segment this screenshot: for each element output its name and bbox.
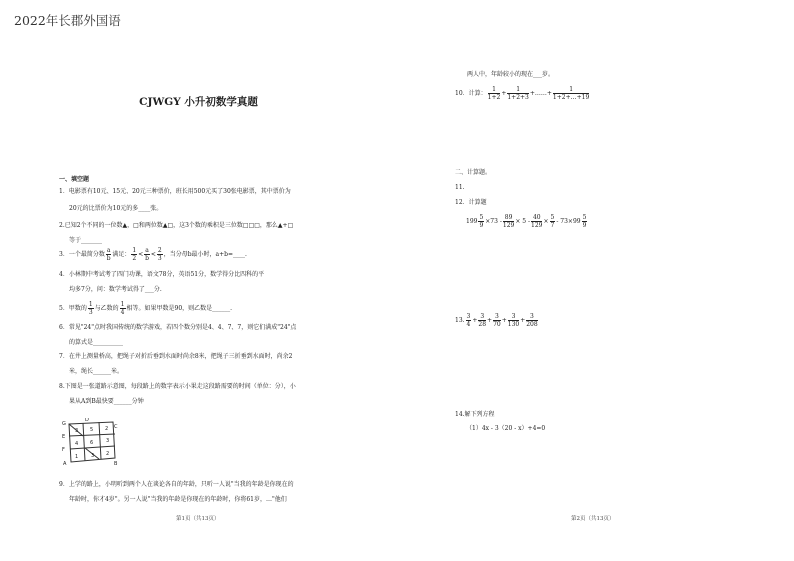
question-12-label: 12．计算题 [455,199,487,206]
page-footer-2: 第2页（共13页） [571,516,615,522]
map-label-b: B [114,461,118,466]
page-header: 2022年长郡外国语 [14,13,121,28]
map-label-e: E [62,434,66,440]
map-label-g: G [62,421,66,427]
map-label-a: A [63,461,67,466]
map-num: 5 [90,427,94,433]
map-label-f: F [62,447,65,453]
question-3: 3．一个最简分数 $\frac{a}{b}$ 满足： $\frac{1}{2}$ < $\frac{a}{b}$ < $\frac{2}{3}$ ，当分母b最小时，a+b=____. [59,247,247,262]
question-7: 7．在井上测量桥高，把绳子对折后垂到水面时尚余8米，把绳子三折垂到水面时，尚余2 米，绳长______米。 [59,353,293,375]
map-num: 3 [75,428,79,434]
road-map-figure [61,418,119,466]
section-fill-blank: 一、填空题 [59,176,90,183]
question-6: 6．常见"24"点时我国传统的数学游戏，若四个数分别是4、4、7、7，则它们满成"24"点 的算式是__________ [59,324,297,346]
page-footer-1: 第1页（共13页） [176,516,220,522]
question-14: 14.解下列方程 （1）4x - 3（20 - x）+4=0 [455,411,546,432]
question-8: 8.下图是一张道路示意图，每段路上的数字表示小果走这段路需要的时间（单位：分），小 果从A到B最快要______分钟 [59,383,296,405]
map-num: 6 [90,440,94,446]
map-num: 2 [105,426,109,432]
question-4: 4．小林期中考试考了四门功课，语文78分，英语51分，数学得分比四科的平 均多7分，问：数学考试得了___分. [59,271,265,293]
map-num: 3 [91,453,95,459]
map-num: 2 [106,451,110,457]
question-9-continued: 两人中，年龄较小的现在___岁。 [467,71,555,78]
map-num: 3 [106,438,110,444]
map-num: 1 [75,454,79,460]
map-label-d: D [85,418,89,423]
page-title: CJWGY 小升初数学真题 [139,96,258,108]
question-9: 9．上学的路上，小明听到两个人在谈论各自的年龄，只听一人说"当我的年龄是你现在的 年龄时，你才4岁"。另一人说"当我的年龄是你现在的年龄时，你将61岁，…"他们 [59,481,294,503]
question-11: 11. [455,184,465,191]
map-num: 4 [75,441,79,447]
question-10: 10．计算： $\frac{1}{1+2}$ + $\frac{1}{1+2+3}$ +……+ $\frac{1}{1+2+\dots+19}$ [455,86,590,101]
question-13: 13. $\frac{3}{4}$ + $\frac{3}{28}$ + $\frac{3}{70}$ + $\frac{3}{130}$ + $\frac{3}{208}$ [455,313,538,328]
question-12-expression: 199 $\frac{5}{9}$ ×73 - $\frac{89}{129}$ × 5 - $\frac{40}{129}$ × $\frac{5}{7}$ - 73×99 $\frac{5}{9}$ [466,214,587,229]
question-1: 1．电影票有10元、15元、20元三种票价，班长用500元买了30张电影票，其中票价为 20元的比票价为10元的多____张。 [59,188,291,212]
question-5: 5．甲数的 $\frac{1}{3}$ 与乙数的 $\frac{1}{4}$ 相等。如果甲数是90，则乙数是______. [59,301,233,316]
question-2: 2.已知2个不同的一位数▲，□和两位数▲□，这3个数的乘积是三位数□□□，那么▲+□ 等于_______ [59,222,294,244]
section-calculation: 二、计算题。 [455,169,492,176]
map-label-c: C [114,424,118,430]
